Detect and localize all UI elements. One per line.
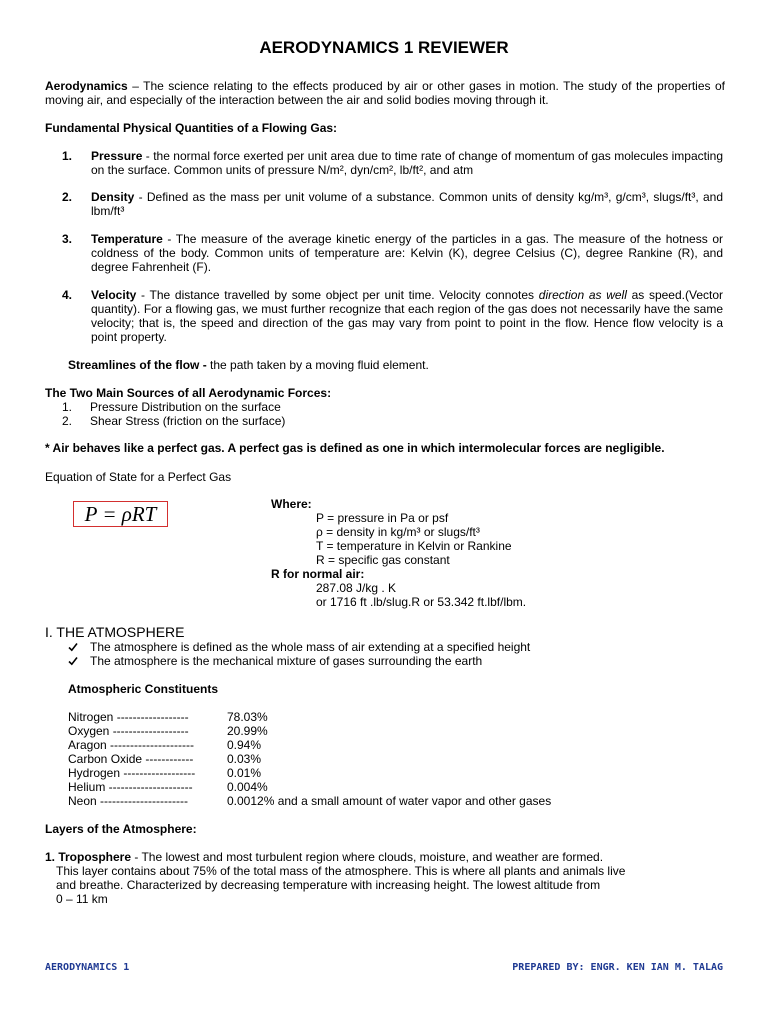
definition-line: P = pressure in Pa or psf	[316, 511, 449, 525]
troposphere-line: 0 – 11 km	[56, 892, 108, 906]
constituents-heading: Atmospheric Constituents	[68, 682, 219, 696]
layers-heading: Layers of the Atmosphere:	[45, 822, 197, 836]
streamlines-text: the path taken by a moving fluid element.	[206, 358, 429, 372]
item-number: 2.	[62, 190, 73, 204]
item-body	[91, 288, 723, 344]
list-number: 2.	[62, 414, 73, 428]
equation-heading: Equation of State for a Perfect Gas	[45, 470, 232, 484]
item-number: 4.	[62, 288, 73, 302]
constituent-name: Neon ----------------------	[68, 794, 188, 808]
r-label: R for normal air:	[271, 567, 365, 581]
constituent-value: 20.99%	[227, 724, 268, 738]
list-item: Pressure Distribution on the surface	[90, 400, 281, 414]
item-term: Velocity	[91, 288, 137, 302]
item-text: - Defined as the mass per unit volume of a substance. Common units of density kg/m³, g/cm³, slugs/ft³, and lbm/ft³	[91, 190, 723, 218]
item-number: 3.	[62, 232, 73, 246]
intro-term: Aerodynamics	[45, 79, 128, 93]
constituent-value: 0.0012% and a small amount of water vapor and other gases	[227, 794, 552, 808]
constituent-value: 0.004%	[227, 780, 268, 794]
troposphere-line: and breathe. Characterized by decreasing temperature with increasing height. The lowest altitude from	[56, 878, 601, 892]
definition-line: ρ = density in kg/m³ or slugs/ft³	[316, 525, 480, 539]
footer-author: PREPARED BY: ENGR. KEN IAN M. TALAG	[512, 962, 723, 973]
page-title: AERODYNAMICS 1 REVIEWER	[259, 38, 509, 57]
item-body	[91, 149, 723, 177]
section-heading-atmosphere: I. THE ATMOSPHERE	[45, 624, 185, 640]
constituent-name: Helium ---------------------	[68, 780, 193, 794]
constituent-value: 0.94%	[227, 738, 262, 752]
item-emphasis: direction as well	[538, 288, 627, 302]
troposphere-line	[45, 850, 603, 864]
list-number: 1.	[62, 400, 73, 414]
item-body	[91, 232, 723, 274]
item-term: Density	[91, 190, 135, 204]
r-value-line: 287.08 J/kg . K	[316, 581, 397, 595]
sources-list	[45, 400, 725, 430]
troposphere-text: - The lowest and most turbulent region where clouds, moisture, and weather are formed.	[131, 850, 604, 864]
list-item: Shear Stress (friction on the surface)	[90, 414, 286, 428]
quantities-heading: Fundamental Physical Quantities of a Flowing Gas:	[45, 121, 338, 135]
item-text: - The distance travelled by some object per unit time. Velocity connotes	[136, 288, 539, 302]
troposphere-line: This layer contains about 75% of the total mass of the atmosphere. This is where all plants and animals live	[56, 864, 626, 878]
checklist-item: The atmosphere is defined as the whole mass of air extending at a specified height	[90, 640, 531, 654]
definition-line: T = temperature in Kelvin or Rankine	[316, 539, 512, 553]
item-text-continued: as speed.(Vector quantity). For a flowing gas, we must further recognize that each region of the gas does not necessarily have the same velocity; that is, the speed and direction of the gas may vary from point to point in the flow. Hence flow velocity is a point property.	[91, 288, 723, 344]
perfect-gas-note: * Air behaves like a perfect gas. A perfect gas is defined as one in which intermolecular forces are negligible.	[45, 441, 665, 455]
item-number: 1.	[62, 149, 73, 163]
constituent-name: Aragon ---------------------	[68, 738, 194, 752]
constituent-name: Oxygen -------------------	[68, 724, 189, 738]
r-value-line: or 1716 ft .lb/slug.R or 53.342 ft.lbf/lbm.	[316, 595, 527, 609]
item-term: Pressure	[91, 149, 143, 163]
item-text: - the normal force exerted per unit area due to time rate of change of momentum of gas molecules impacting on the surface. Common units of pressure N/m², dyn/cm², lb/ft², and atm	[91, 149, 723, 177]
definition-line: R = specific gas constant	[316, 553, 450, 567]
state-equation-formula: P = ρRT	[73, 501, 168, 527]
intro-text: – The science relating to the effects produced by air or other gases in motion. The study of the properties of moving air, and especially of the interaction between the air and solid bodies moving through it.	[45, 79, 725, 107]
constituent-value: 0.03%	[227, 752, 262, 766]
footer-course: AERODYNAMICS 1	[45, 962, 130, 973]
constituent-name: Carbon Oxide ------------	[68, 752, 194, 766]
item-text: - The measure of the average kinetic energy of the particles in a gas. The measure of the hotness or coldness of the body. Common units of temperature are: Kelvin (K), degree Celsius (C), degree Rankine (R), and degree Fahrenheit (F).	[91, 232, 723, 274]
item-term: Temperature	[91, 232, 163, 246]
troposphere-term: 1. Troposphere	[45, 850, 132, 864]
where-label: Where:	[271, 497, 312, 511]
checkmark-icon	[68, 656, 78, 666]
intro-paragraph	[45, 79, 725, 107]
streamlines-term: Streamlines of the flow -	[68, 358, 207, 372]
constituent-value: 78.03%	[227, 710, 268, 724]
constituent-name: Nitrogen ------------------	[68, 710, 189, 724]
sources-heading: The Two Main Sources of all Aerodynamic Forces:	[45, 386, 332, 400]
constituent-value: 0.01%	[227, 766, 262, 780]
constituent-name: Hydrogen ------------------	[68, 766, 196, 780]
checkmark-icon	[68, 642, 78, 652]
streamlines-note	[68, 358, 429, 372]
checklist-item: The atmosphere is the mechanical mixture of gases surrounding the earth	[90, 654, 483, 668]
item-body	[91, 190, 723, 218]
